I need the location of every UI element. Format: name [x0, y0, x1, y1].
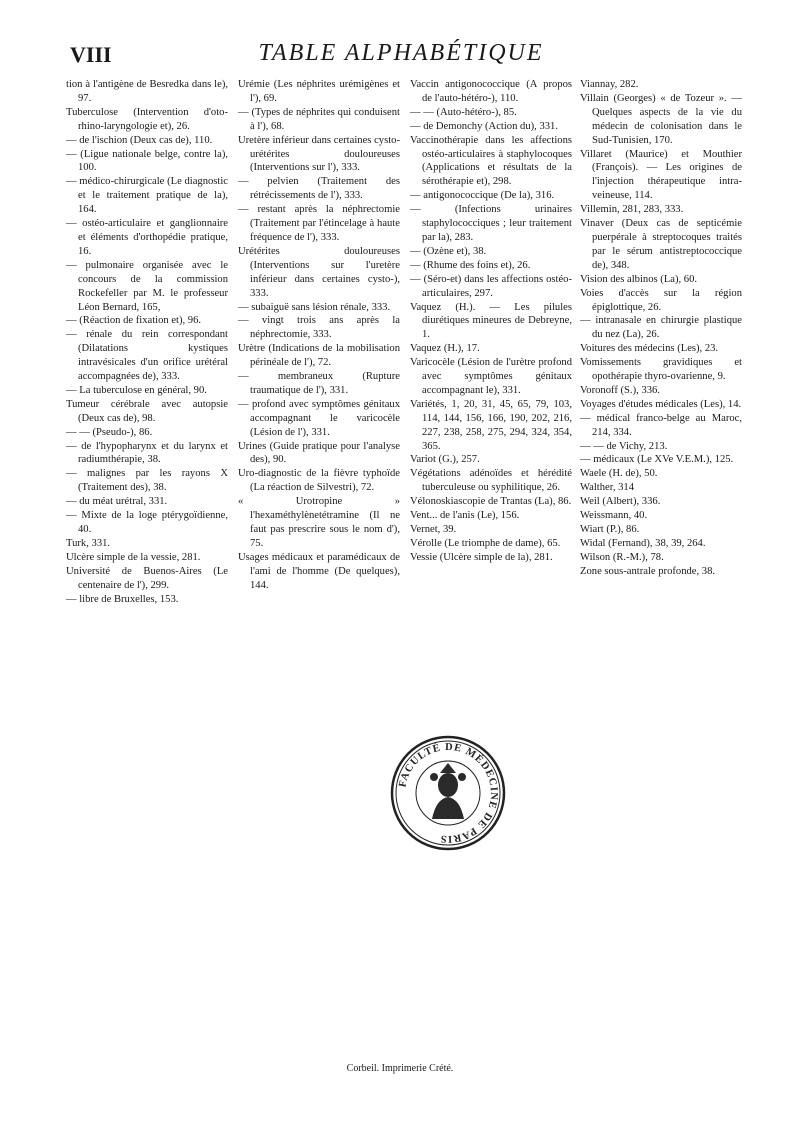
index-entry: Végétations adénoïdes et hérédité tuberculeuse ou syphilitique, 26. [410, 468, 572, 494]
index-entry: — pulmonaire organisée avec le concours de la commission Rockefeller par M. le professeur Léon Bernard, 165, [66, 259, 228, 313]
index-entry: Walther, 314 [580, 482, 635, 494]
index-entry: Variétés, 1, 20, 31, 45, 65, 79, 103, 114, 144, 156, 166, 190, 202, 216, 227, 238, 258, 275, 294, 324, 354, 365. [410, 398, 572, 452]
index-entry: Vaccinothérapie dans les affections ostéo-articulaires à staphylocoques (Applications et résultats de la sérothérapie et), 298. [410, 134, 572, 188]
index-entry: — (Rhume des foins et), 26. [410, 259, 531, 271]
index-entry: Wilson (R.-M.), 78. [580, 551, 664, 563]
index-entry: Vessie (Ulcère simple de la), 281. [410, 551, 553, 563]
index-entry: — de l'hypopharynx et du larynx et radiumthérapie, 38. [66, 440, 228, 466]
stamp-text: FACULTÉ DE MÉDECINE DE PARIS [397, 741, 500, 845]
index-entry: Variot (G.), 257. [410, 454, 480, 466]
index-entry: — antigonococcique (De la), 316. [410, 190, 555, 202]
index-entry: — (Ligue nationale belge, contre la), 100. [66, 148, 228, 174]
index-entry: Villaret (Maurice) et Mouthier (François). — Les origines de l'injection thérapeutique intra-veineuse, 114. [580, 148, 742, 202]
index-entry: Urines (Guide pratique pour l'analyse des), 90. [238, 440, 400, 466]
index-column-1 [66, 78, 228, 606]
index-entry: — de l'ischion (Deux cas de), 110. [66, 134, 213, 146]
index-entry: — restant après la néphrectomie (Traitement par l'étincelage à haute fréquence de l'), 333. [238, 204, 400, 243]
index-entry: — Mixte de la loge ptérygoïdienne, 40. [66, 510, 228, 535]
index-entry: — de Demonchy (Action du), 331. [410, 120, 558, 132]
index-entry: Weil (Albert), 336. [580, 496, 661, 508]
index-entry: Zone sous-antrale profonde, 38. [580, 565, 716, 577]
index-entry: — (Réaction de fixation et), 96. [66, 315, 202, 327]
index-entry: Vérolle (Le triomphe de dame), 65. [410, 537, 561, 549]
index-entry: Tuberculose (Intervention d'oto-rhino-laryngologie et), 26. [66, 106, 228, 132]
index-entry: Vernet, 39. [410, 524, 457, 535]
index-entry: Vision des albinos (La), 60. [580, 273, 698, 285]
index-entry: — (Séro-et) dans les affections ostéo-articulaires, 297. [410, 273, 572, 299]
index-entry: Université de Buenos-Aires (Le centenaire de l'), 299. [66, 565, 228, 591]
index-entry: — médicaux (Le XVe V.E.M.), 125. [580, 454, 734, 466]
index-entry: « Urotropine » l'hexaméthylènetétramine (Il ne faut pas prescrire sous le nom d'), 75. [238, 496, 400, 549]
index-entry: — — (Auto-hétéro-), 85. [410, 106, 517, 118]
index-entry: Villemin, 281, 283, 333. [580, 204, 684, 216]
index-entry: Vaquez (H.). — Les pilules diurétiques mineures de Debreyne, 1. [410, 301, 572, 341]
index-entry: Vaquez (H.), 17. [410, 343, 480, 355]
index-entry: — subaiguë sans lésion rénale, 333. [238, 301, 391, 313]
index-entry: Turk, 331. [66, 537, 111, 549]
page-title: TABLE ALPHABÉTIQUE [258, 40, 544, 66]
index-entry: Voyages d'études médicales (Les), 14. [580, 398, 742, 410]
index-entry: Vent... de l'anis (Le), 156. [410, 510, 520, 522]
library-stamp [388, 733, 508, 853]
index-entry: Usages médicaux et paramédicaux de l'ami de l'homme (De quelques), 144. [238, 551, 400, 591]
index-entry: Vinaver (Deux cas de septicémie puerpérale à streptocoques traités par le sérum antistreptococcique de), 348. [580, 218, 742, 271]
index-entry: — rénale du rein correspondant (Dilatations kystiques intravésicales d'un orifice urétéral accompagnées de), 333. [66, 329, 228, 383]
index-entry: Tumeur cérébrale avec autopsie (Deux cas de), 98. [66, 398, 228, 424]
index-entry: — (Types de néphrites qui conduisent à l'), 68. [238, 106, 400, 132]
index-column-3 [410, 78, 572, 565]
index-entry: — vingt trois ans après la néphrectomie, 333. [238, 315, 400, 341]
index-entry: Voronoff (S.), 336. [580, 384, 660, 396]
index-entry: Widal (Fernand), 38, 39, 264. [580, 537, 706, 549]
index-entry: Vélonoskiascopie de Trantas (La), 86. [410, 496, 572, 508]
index-entry: Urètre (Indications de la mobilisation périnéale de l'), 72. [238, 343, 400, 369]
index-entry: — — (Pseudo-), 86. [66, 426, 153, 438]
index-entry: — — de Vichy, 213. [580, 440, 668, 452]
index-entry: Urémie (Les néphrites urémigènes et l'), 69. [238, 79, 400, 104]
index-entry: — médical franco-belge au Maroc, 214, 334. [580, 412, 742, 438]
index-entry: Voitures des médecins (Les), 23. [580, 343, 719, 355]
index-entry: Viannay, 282. [580, 79, 639, 90]
index-entry: Waele (H. de), 50. [580, 468, 658, 480]
index-entry: — La tuberculose en général, 90. [66, 384, 207, 396]
index-entry: — (Ozène et), 38. [410, 245, 487, 257]
index-entry: Villain (Georges) « de Tozeur ». — Quelques aspects de la vie du médecin de colonisation dans le Sud-Tunisien, 170. [580, 92, 742, 146]
index-entry: tion à l'antigène de Besredka dans le), 97. [66, 79, 228, 104]
index-entry: — intranasale en chirurgie plastique du nez (La), 26. [580, 315, 742, 341]
index-entry: Ulcère simple de la vessie, 281. [66, 551, 201, 563]
index-entry: — malignes par les rayons X (Traitement des), 38. [66, 468, 228, 494]
index-entry: — profond avec symptômes génitaux accompagnant le varicocèle (Lésion de l'), 331. [238, 398, 400, 438]
index-entry: — libre de Bruxelles, 153. [66, 593, 179, 605]
printer-footer: Corbeil. Imprimerie Crété. [346, 1063, 454, 1074]
index-entry: Voies d'accès sur la région épiglottique, 26. [580, 287, 742, 313]
index-entry: — du méat urétral, 331. [66, 496, 168, 508]
index-entry: — pelvien (Traitement des rétrécissements de l'), 333. [238, 176, 400, 202]
index-columns [66, 78, 742, 658]
index-entry: Vaccin antigonococcique (A propos de l'auto-hétéro-), 110. [410, 79, 572, 104]
index-entry: Uro-diagnostic de la fièvre typhoïde (La réaction de Silvestri), 72. [238, 468, 400, 494]
index-entry: — membraneux (Rupture traumatique de l'), 331. [238, 371, 400, 396]
index-column-4 [580, 78, 742, 579]
stamp-emblem-icon [430, 763, 466, 819]
index-entry: — ostéo-articulaire et ganglionnaire et éléments d'orthopédie pratique, 16. [66, 218, 228, 257]
page-header [62, 40, 740, 70]
index-entry: Vomissements gravidiques et opothérapie thyro-ovarienne, 9. [580, 357, 742, 383]
index-entry: Urétérites douloureuses (Interventions sur l'uretère inférieur dans certaines cysto-), 333. [238, 245, 400, 299]
index-entry: Wiart (P.), 86. [580, 524, 640, 535]
index-entry: Uretère inférieur dans certaines cysto-urétérites douloureuses (Interventions sur l'), 333. [238, 134, 400, 174]
index-entry: — médico-chirurgicale (Le diagnostic et le traitement pratique de la), 164. [66, 176, 228, 216]
index-entry: Weissmann, 40. [580, 510, 648, 522]
page-number: VIII [70, 42, 112, 67]
index-entry: Varicocèle (Lésion de l'urètre profond avec symptômes génitaux accompagnant le), 331. [410, 357, 572, 396]
index-entry: — (Infections urinaires staphylococciques ; leur traitement par la), 283. [410, 204, 572, 243]
index-column-2 [238, 78, 400, 593]
